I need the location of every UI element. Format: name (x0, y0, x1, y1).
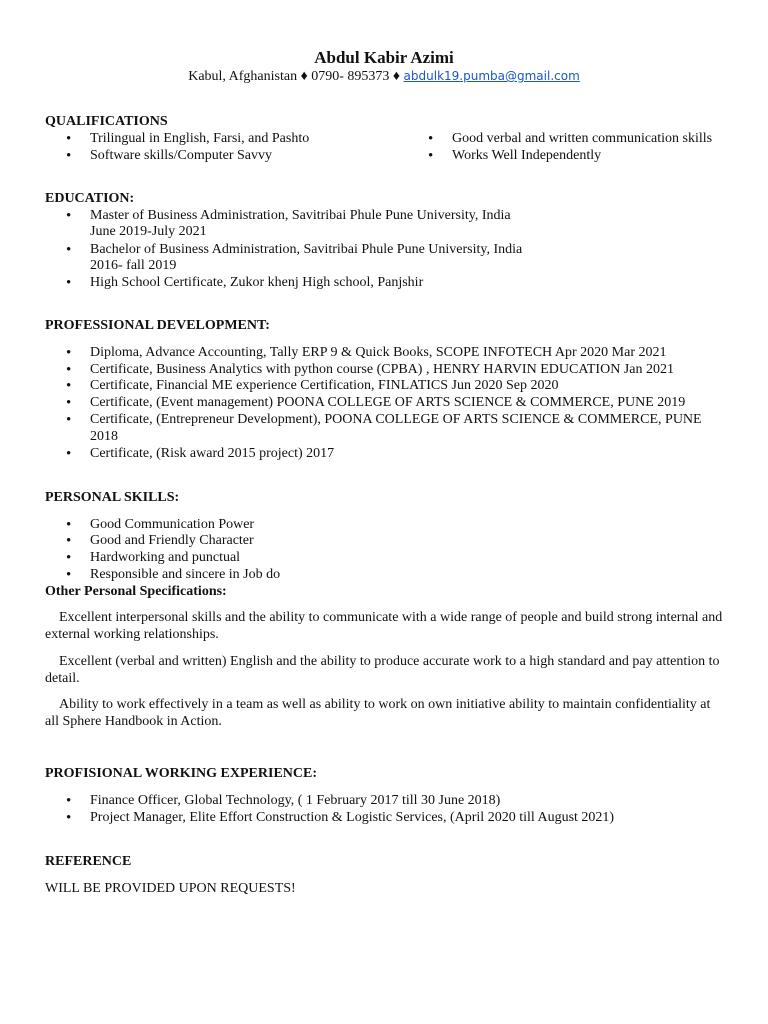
education-dates: 2016- fall 2019 (90, 258, 177, 273)
skill-item: • Good Communication Power (90, 517, 254, 533)
development-item: • Diploma, Advance Accounting, Tally ERP 9 & Quick Books, SCOPE INFOTECH Apr 2020 Mar 2021 (90, 345, 667, 361)
qualification-item: • Software skills/Computer Savvy (90, 148, 272, 164)
development-item: • Certificate, Financial ME experience Certification, FINLATICS Jun 2020 Sep 2020 (90, 378, 559, 394)
skill-item: • Good and Friendly Character (90, 533, 254, 549)
qualifications-heading: QUALIFICATIONS (45, 114, 168, 129)
contact-details: Kabul, Afghanistan ♦ 0790- 895373 ♦ (188, 69, 404, 84)
candidate-name: Abdul Kabir Azimi (314, 48, 454, 67)
experience-heading: PROFISIONAL WORKING EXPERIENCE: (45, 766, 318, 781)
development-item: • Certificate, (Event management) POONA COLLEGE OF ARTS SCIENCE & COMMERCE, PUNE 2019 (90, 395, 685, 411)
education-heading: EDUCATION: (45, 191, 135, 206)
email-link[interactable]: abdulk19.pumba@gmail.com (403, 69, 580, 83)
education-item: • Bachelor of Business Administration, Savitribai Phule Pune University, India (90, 242, 522, 258)
skill-item: • Responsible and sincere in Job do (90, 567, 280, 583)
personal-skills-heading: PERSONAL SKILLS: (45, 490, 180, 505)
education-dates: June 2019-July 2021 (90, 224, 207, 239)
experience-item: • Finance Officer, Global Technology, ( 1 February 2017 till 30 June 2018) (90, 793, 500, 809)
specification-paragraph: Ability to work effectively in a team as well as ability to work on own initiative ability to maintain confidentiality at all Sphere Handbook in Action. (45, 697, 711, 729)
reference-heading: REFERENCE (45, 854, 132, 869)
other-specifications-heading: Other Personal Specifications: (45, 584, 227, 599)
contact-line (0, 68, 768, 85)
development-item: • Certificate, Business Analytics with python course (CPBA) , HENRY HARVIN EDUCATION Jan 2021 (90, 362, 674, 378)
qualification-item: • Trilingual in English, Farsi, and Pashto (90, 131, 309, 147)
skill-item: • Hardworking and punctual (90, 550, 240, 566)
specification-paragraph: Excellent interpersonal skills and the ability to communicate with a wide range of people and build strong internal and external working relationships. (45, 610, 723, 642)
experience-item: • Project Manager, Elite Effort Construction & Logistic Services, (April 2020 till August 2021) (90, 810, 614, 826)
development-item-continuation: 2018 (90, 429, 118, 444)
education-item: • High School Certificate, Zukor khenj High school, Panjshir (90, 275, 423, 291)
education-item: • Master of Business Administration, Savitribai Phule Pune University, India (90, 208, 511, 224)
development-item: • Certificate, (Risk award 2015 project) 2017 (90, 446, 334, 462)
professional-development-heading: PROFESSIONAL DEVELOPMENT: (45, 318, 270, 333)
qualification-item: • Good verbal and written communication skills (452, 131, 712, 147)
specification-paragraph: Excellent (verbal and written) English and the ability to produce accurate work to a high standard and pay attention to detail. (45, 654, 720, 686)
development-item: • Certificate, (Entrepreneur Development), POONA COLLEGE OF ARTS SCIENCE & COMMERCE, PUNE (90, 412, 702, 428)
qualification-item: • Works Well Independently (452, 148, 601, 164)
reference-text: WILL BE PROVIDED UPON REQUESTS! (45, 881, 296, 896)
